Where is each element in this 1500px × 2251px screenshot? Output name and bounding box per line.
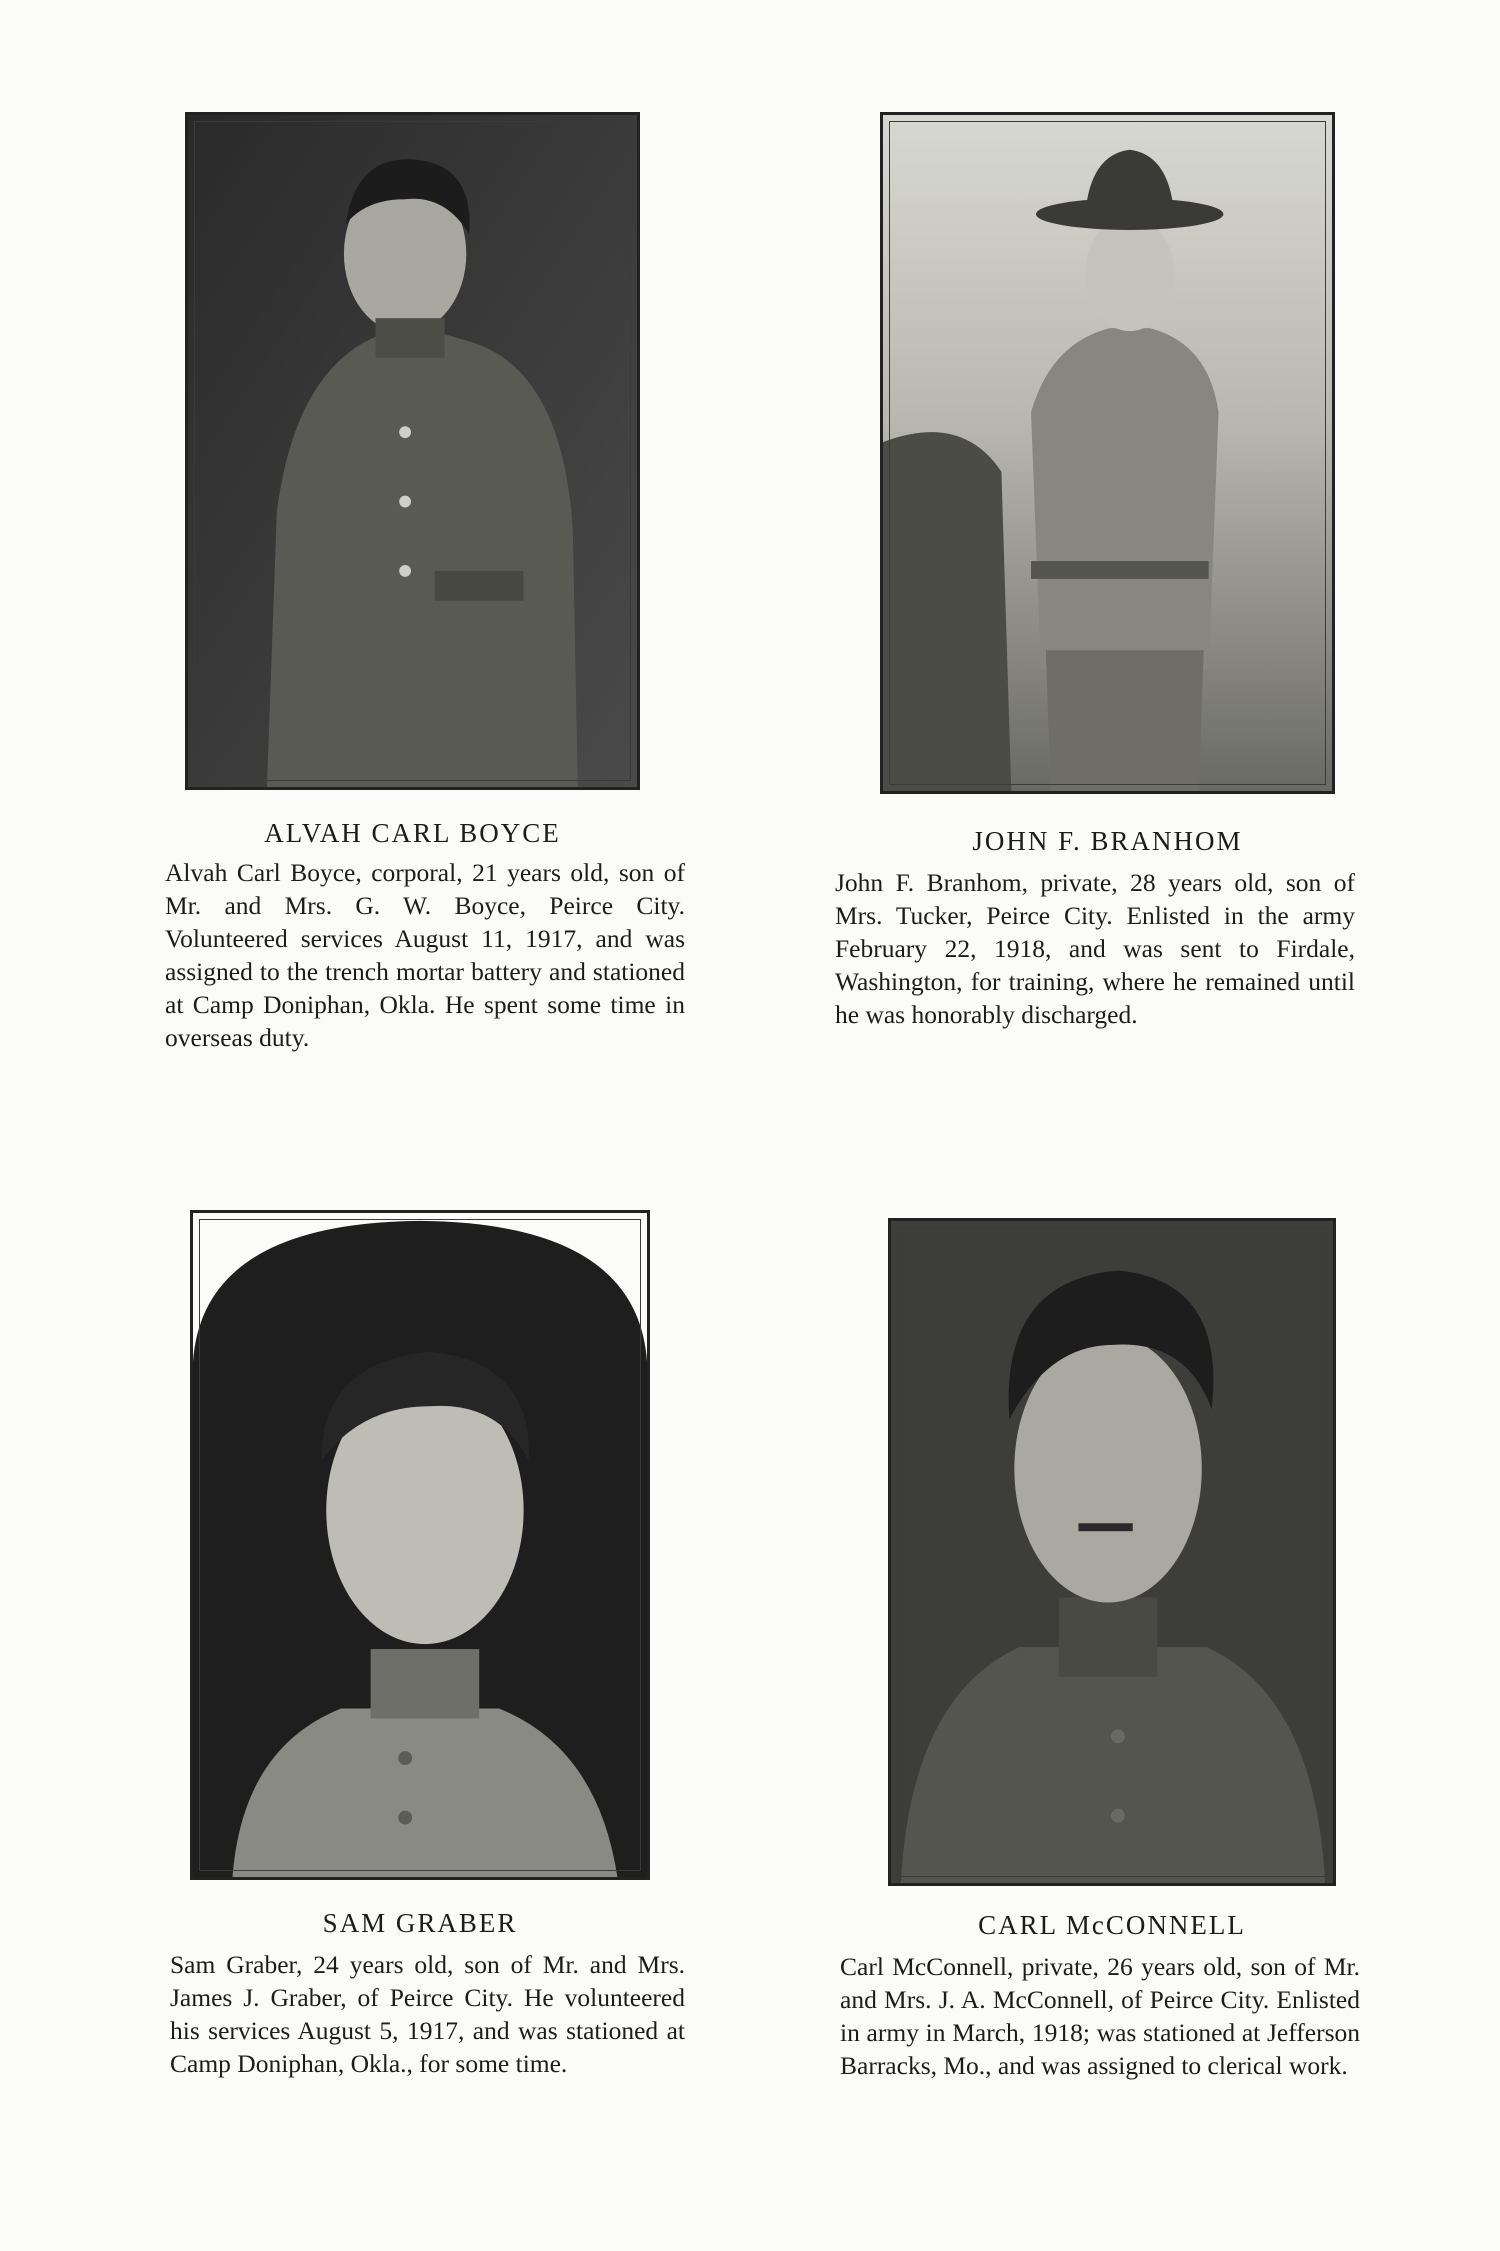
soldier-bio: Alvah Carl Boyce, corporal, 21 years old, son of Mr. and Mrs. G. W. Boyce, Peirce City. Volunteered services August 11, 1917, and was assigned to the trench mortar battery and stationed at Camp Doniphan, Okla. He spent some time in overseas duty. [165, 858, 685, 1052]
soldier-name: JOHN F. BRANHOM [972, 826, 1243, 856]
soldier-name: CARL McCONNELL [978, 1910, 1246, 1940]
soldier-name: SAM GRABER [322, 1908, 518, 1938]
soldier-bio: John F. Branhom, private, 28 years old, son of Mrs. Tucker, Peirce City. Enlisted in the army February 22, 1918, and was sent to Firdale, Washington, for training, where he remained until he was honorably discharged. [835, 868, 1355, 1029]
soldier-bio: Sam Graber, 24 years old, son of Mr. and Mrs. James J. Graber, of Peirce City. He volunteered his services August 5, 1917, and was stationed at Camp Doniphan, Okla., for some time. [170, 1950, 685, 2078]
portrait-photo-graber [190, 1210, 650, 1880]
portrait-photo-branhom [880, 112, 1335, 794]
portrait-photo-boyce [185, 112, 640, 790]
soldier-bio: Carl McConnell, private, 26 years old, son of Mr. and Mrs. J. A. McConnell, of Peirce City. Enlisted in army in March, 1918; was stationed at Jefferson Barracks, Mo., and was assigned to clerical work. [840, 1952, 1360, 2080]
portrait-photo-mcconnell [888, 1218, 1336, 1886]
soldier-name: ALVAH CARL BOYCE [264, 818, 561, 848]
